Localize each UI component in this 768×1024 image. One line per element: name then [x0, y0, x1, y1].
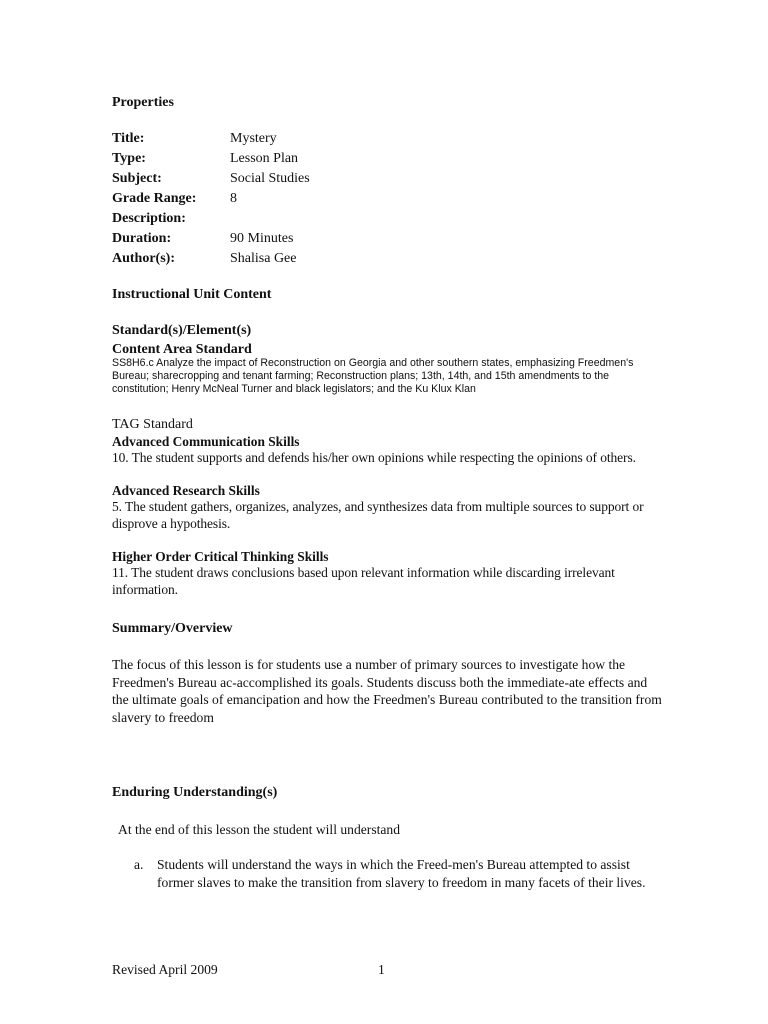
property-row-authors	[112, 249, 512, 269]
property-row-duration	[112, 229, 512, 249]
footer-revised-date: Revised April 2009	[112, 962, 218, 977]
property-row-description	[112, 209, 512, 229]
text-line: constitution; Henry McNeal Turner and black legislators; and the Ku Klux Klan	[112, 383, 476, 396]
text-line: the ultimate goals of emancipation and how the Freedmen's Bureau contributed to the transition from	[112, 692, 662, 707]
summary-heading: Summary/Overview	[112, 621, 233, 636]
higher-order-thinking-heading: Higher Order Critical Thinking Skills	[112, 549, 329, 564]
property-value: Social Studies	[230, 171, 310, 186]
property-value: Mystery	[230, 131, 277, 146]
summary-text	[112, 656, 712, 726]
property-label: Author(s):	[112, 251, 175, 266]
content-area-standard-text	[112, 357, 692, 397]
text-line: 11. The student draws conclusions based upon relevant information while discarding irrelevant	[112, 565, 615, 580]
text-line: SS8H6.c Analyze the impact of Reconstruction on Georgia and other southern states, emphasizing Freedmen's	[112, 357, 634, 369]
advanced-communication-heading: Advanced Communication Skills	[112, 434, 300, 449]
tag-standard-heading: TAG Standard	[112, 417, 193, 432]
property-row-grade-range	[112, 189, 512, 209]
enduring-list-item	[157, 856, 697, 891]
advanced-communication-text: 10. The student supports and defends his/her own opinions while respecting the opinions of others.	[112, 450, 636, 465]
text-line: The focus of this lesson is for students use a number of primary sources to investigate how the	[112, 657, 626, 672]
text-line: 5. The student gathers, organizes, analyzes, and synthesizes data from multiple sources to support or	[112, 499, 644, 514]
property-value: Lesson Plan	[230, 151, 299, 166]
property-row-type	[112, 149, 512, 169]
text-line: Bureau; sharecropping and tenant farming; Reconstruction plans; 13th, 14th, and 15th amendments to the	[112, 370, 610, 383]
property-label: Duration:	[112, 231, 172, 246]
text-line: disprove a hypothesis.	[112, 515, 231, 531]
advanced-research-heading: Advanced Research Skills	[112, 483, 260, 498]
enduring-intro: At the end of this lesson the student will understand	[118, 822, 401, 837]
property-value: 90 Minutes	[230, 231, 294, 246]
enduring-understanding-heading: Enduring Understanding(s)	[112, 785, 278, 800]
properties-heading: Properties	[112, 95, 174, 110]
text-line: former slaves to make the transition from slavery to freedom in many facets of their lives.	[157, 874, 646, 890]
property-label: Title:	[112, 131, 145, 146]
property-label: Description:	[112, 211, 186, 226]
text-line: Students will understand the ways in which the Freed-men's Bureau attempted to assist	[157, 857, 630, 872]
text-line: information.	[112, 581, 178, 597]
instructional-unit-heading: Instructional Unit Content	[112, 287, 272, 302]
properties-table	[112, 129, 512, 269]
list-marker: a.	[134, 857, 144, 872]
property-label: Subject:	[112, 171, 162, 186]
property-label: Grade Range:	[112, 191, 197, 206]
text-line: Freedmen's Bureau ac-accomplished its goals. Students discuss both the immediate-ate effects and	[112, 674, 648, 690]
property-value: Shalisa Gee	[230, 251, 297, 266]
higher-order-thinking-text	[112, 565, 692, 598]
text-line: slavery to freedom	[112, 709, 214, 725]
content-area-heading: Content Area Standard	[112, 342, 252, 357]
property-label: Type:	[112, 151, 146, 166]
standards-heading: Standard(s)/Element(s)	[112, 323, 252, 338]
property-row-title	[112, 129, 512, 149]
footer-page-number: 1	[378, 962, 385, 977]
property-row-subject	[112, 169, 512, 189]
property-value: 8	[230, 191, 237, 206]
advanced-research-text	[112, 499, 692, 532]
